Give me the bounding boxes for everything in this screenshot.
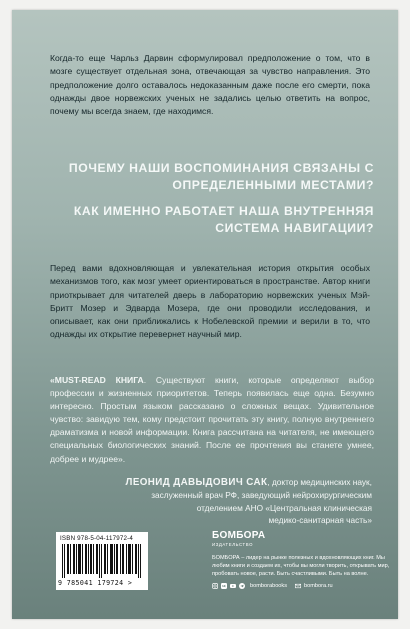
- publisher-logo: БОМБОРА: [212, 530, 266, 541]
- author-line-2: заслуженный врач РФ, заведующий нейрохирургическим: [151, 490, 372, 501]
- isbn-text: ISBN 978-5-04-117972-4: [60, 535, 134, 542]
- publisher-tagline: БОМБОРА – лидер на рынке полезных и вдохновляющих книг. Мы любим книги и создаем их, чтобы вы могли творить, открывать мир, пробовать новое, расти. Быть счастливыми. Быть на волне.: [212, 555, 390, 577]
- author-line-3: отделением АНО «Центральная клиническая: [196, 502, 372, 513]
- review-quote: [50, 374, 374, 466]
- review-author: [52, 476, 372, 527]
- vk-icon: [221, 583, 227, 589]
- youtube-icon: [230, 583, 236, 589]
- barcode-number: 9 785041 179724 >: [58, 579, 133, 587]
- social-handle[interactable]: bomborabooks: [250, 583, 288, 589]
- telegram-icon: [239, 583, 245, 589]
- website-link[interactable]: bombora.ru: [304, 583, 333, 589]
- quote-lead: «MUST-READ КНИГА: [50, 375, 144, 385]
- author-line-4: медико-санитарная часть»: [268, 515, 372, 526]
- author-title: , доктор медицинских наук,: [267, 477, 372, 487]
- headline-navigation: КАК ИМЕННО РАБОТАЕТ НАША ВНУТРЕННЯЯ СИСТЕМА НАВИГАЦИИ?: [73, 204, 374, 235]
- barcode-icon: [60, 544, 144, 578]
- quote-body: . Существуют книги, которые определяют выбор профессии и жизненных приоритетов. Теперь появилась еще одна. Безумно интересно. Простым языком рассказано о сложных вещах. Удивительное чувство: завидую тем, кому предстоит прочитать эту книгу, полную внутреннего драматизма и новой информации. Книга рассчитана на читателя, не имеющего специальных биологических знаний. После ее прочтения вы станете умнее, добрее и мудрее».: [50, 375, 374, 464]
- publisher-social: [212, 581, 333, 591]
- headline-memories: ПОЧЕМУ НАШИ ВОСПОМИНАНИЯ СВЯЗАНЫ С ОПРЕДЕЛЕННЫМИ МЕСТАМИ?: [68, 161, 374, 192]
- author-name: ЛЕОНИД ДАВЫДОВИЧ САК: [125, 477, 268, 488]
- instagram-icon: [212, 583, 218, 589]
- email-icon: [295, 583, 301, 589]
- intro-paragraph: Когда-то еще Чарльз Дарвин сформулировал предположение о том, что в мозге существует отдельная зона, отвечающая за чувство направления. Это предположение долго оставалось недоказанным даже после его смерти, пока однажды двое норвежских ученых не задались целью ответить на вопрос, почему мы всегда знаем, где находимся.: [50, 53, 370, 117]
- barcode-block: [56, 532, 148, 590]
- description-paragraph: Перед вами вдохновляющая и увлекательная история открытия особых механизмов того, как мозг умеет ориентироваться в пространстве. Автор книги приоткрывает для читателей дверь в лабораторию норвежских ученых Мэй-Бритт Мозер и Эдварда Мозера, где они проводили исследования, и описывает, как они приближались к Нобелевской премии и верили в то, что однажды их открытие перевернет научный мир.: [50, 263, 370, 340]
- publisher-logo-sub: ИЗДАТЕЛЬСТВО: [212, 542, 254, 547]
- back-cover: [12, 10, 398, 619]
